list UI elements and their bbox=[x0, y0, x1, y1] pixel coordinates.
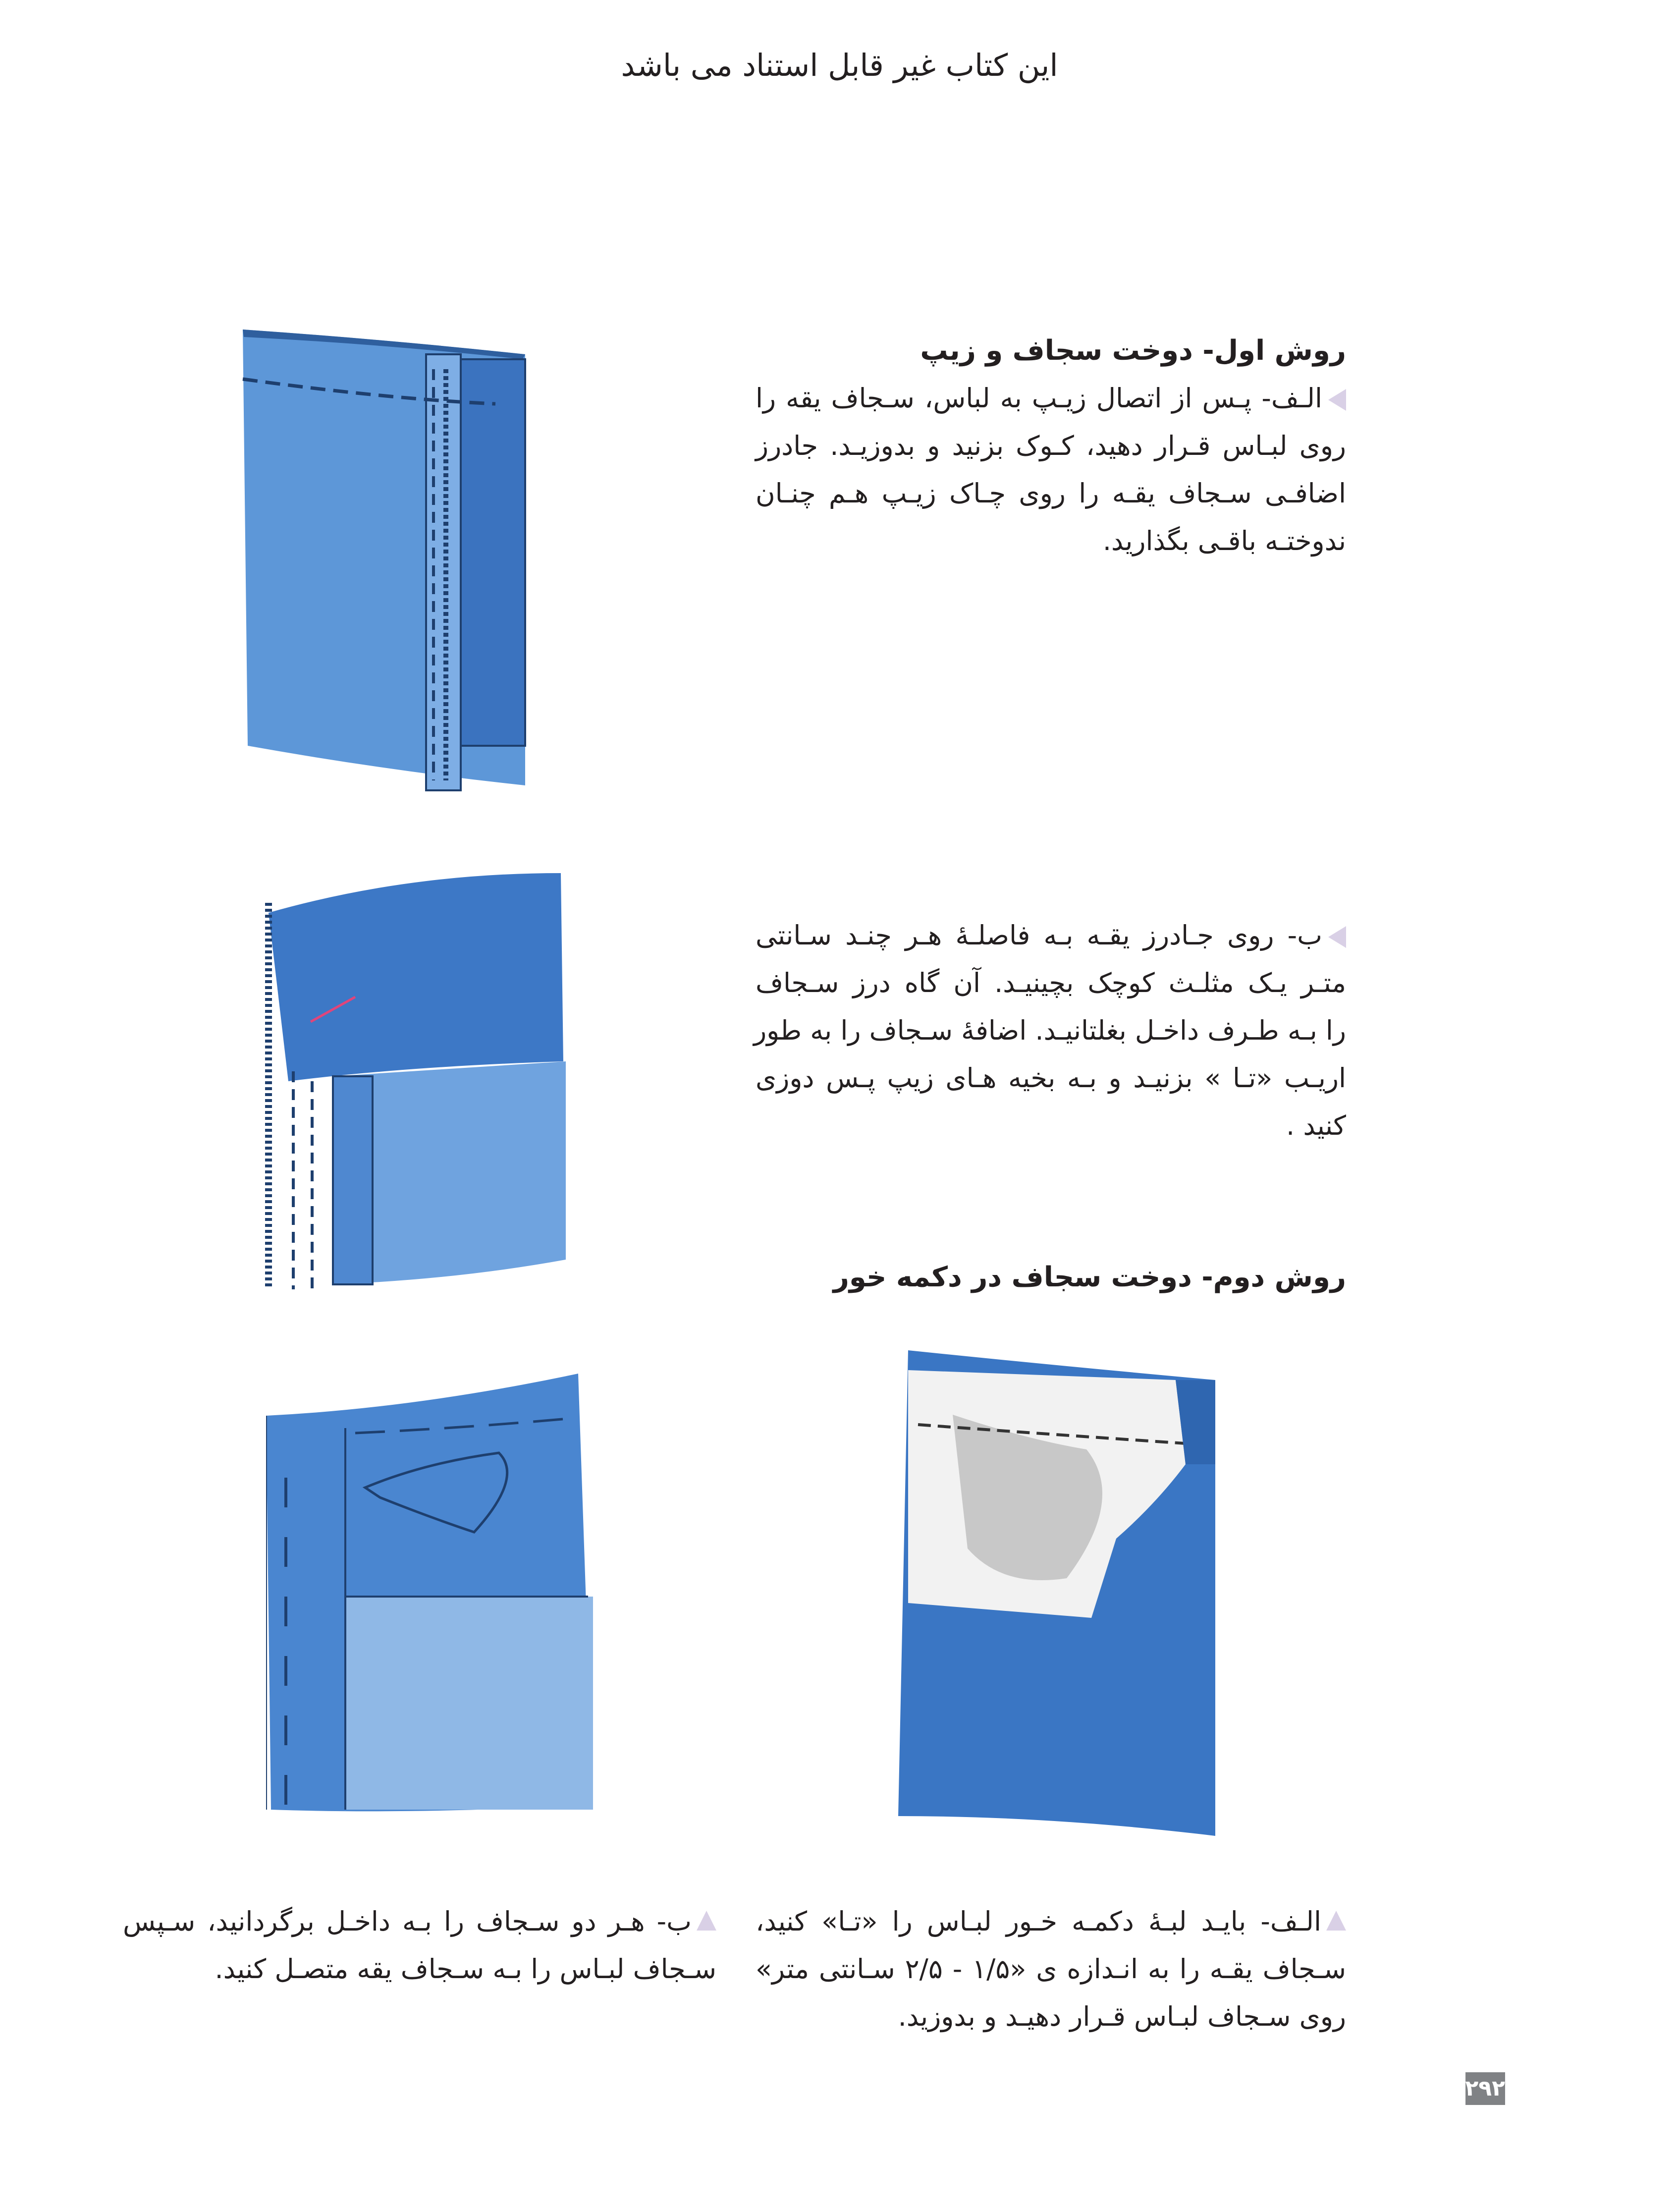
step-b-line: متـر یـک مثلـث کوچک بچینیـد. آن گاه درز سـجاف bbox=[756, 967, 1346, 998]
step-a-line: سـجاف یقـه را به انـدازه ی «۱/۵ - ۲/۵ سـانتی متر» bbox=[756, 1953, 1346, 1985]
section1-text bbox=[756, 327, 1346, 565]
step-a-line: اضافـی سـجاف یقـه را روی چـاک زیـپ هـم چنـان bbox=[756, 478, 1346, 509]
step-a-line: روی سـجاف لبـاس قـرار دهیـد و بدوزید. bbox=[898, 2001, 1346, 2032]
bullet-icon bbox=[1328, 926, 1346, 948]
section1-step-b bbox=[756, 912, 1346, 1150]
section2-heading: روش دوم- دوخت سجاف در دکمه خور bbox=[833, 1261, 1346, 1293]
illustration-facings-joined bbox=[266, 1369, 598, 1820]
step-a-line: الـف- بایـد لبـهٔ دکمـه خـور لبـاس را «تـا» کنید، bbox=[756, 1906, 1321, 1937]
page-number: ۲۹۲ bbox=[1465, 2072, 1505, 2105]
bullet-icon bbox=[697, 1911, 716, 1931]
step-a-line: ندوختـه باقـی بگذارید. bbox=[1102, 525, 1346, 556]
step-b-line: را بـه طـرف داخـل بغلتانیـد. اضافهٔ سـجاف را به طور bbox=[754, 1015, 1346, 1046]
step-a-line: الـف- پـس از اتصال زیـپ به لباس، سـجاف یقه را bbox=[756, 383, 1322, 414]
step-a-line: روی لبـاس قـرار دهید، کـوک بزنید و بدوزیـد. جادرز bbox=[756, 430, 1346, 461]
illustration-zipper-facing bbox=[238, 325, 599, 805]
step-b-line: سـجاف لبـاس را بـه سـجاف یقه متصـل کنید. bbox=[215, 1953, 716, 1985]
section1-heading: روش اول- دوخت سجاف و زیپ bbox=[920, 334, 1346, 367]
step-b-line: ب- روی جـادرز یقـه بـه فاصلـهٔ هـر چنـد سـانتی bbox=[756, 920, 1322, 951]
step-b-line: اریـب «تـا » بزنیـد و بـه بخیه هـای زیپ پـس دوزی bbox=[756, 1062, 1346, 1094]
step-b-line: ب- هـر دو سـجاف را بـه داخـل برگردانید، سـپس bbox=[123, 1906, 692, 1937]
section2-step-b bbox=[123, 1898, 716, 1993]
bullet-icon bbox=[1326, 1911, 1346, 1931]
illustration-buttonhole-facing bbox=[878, 1340, 1220, 1841]
page-header: این کتاب غیر قابل استناد می باشد bbox=[621, 47, 1058, 83]
section2-step-a bbox=[756, 1898, 1346, 2041]
illustration-facing-turned bbox=[259, 853, 576, 1289]
step-b-line: کنید . bbox=[1286, 1110, 1346, 1141]
bullet-icon bbox=[1328, 389, 1346, 411]
